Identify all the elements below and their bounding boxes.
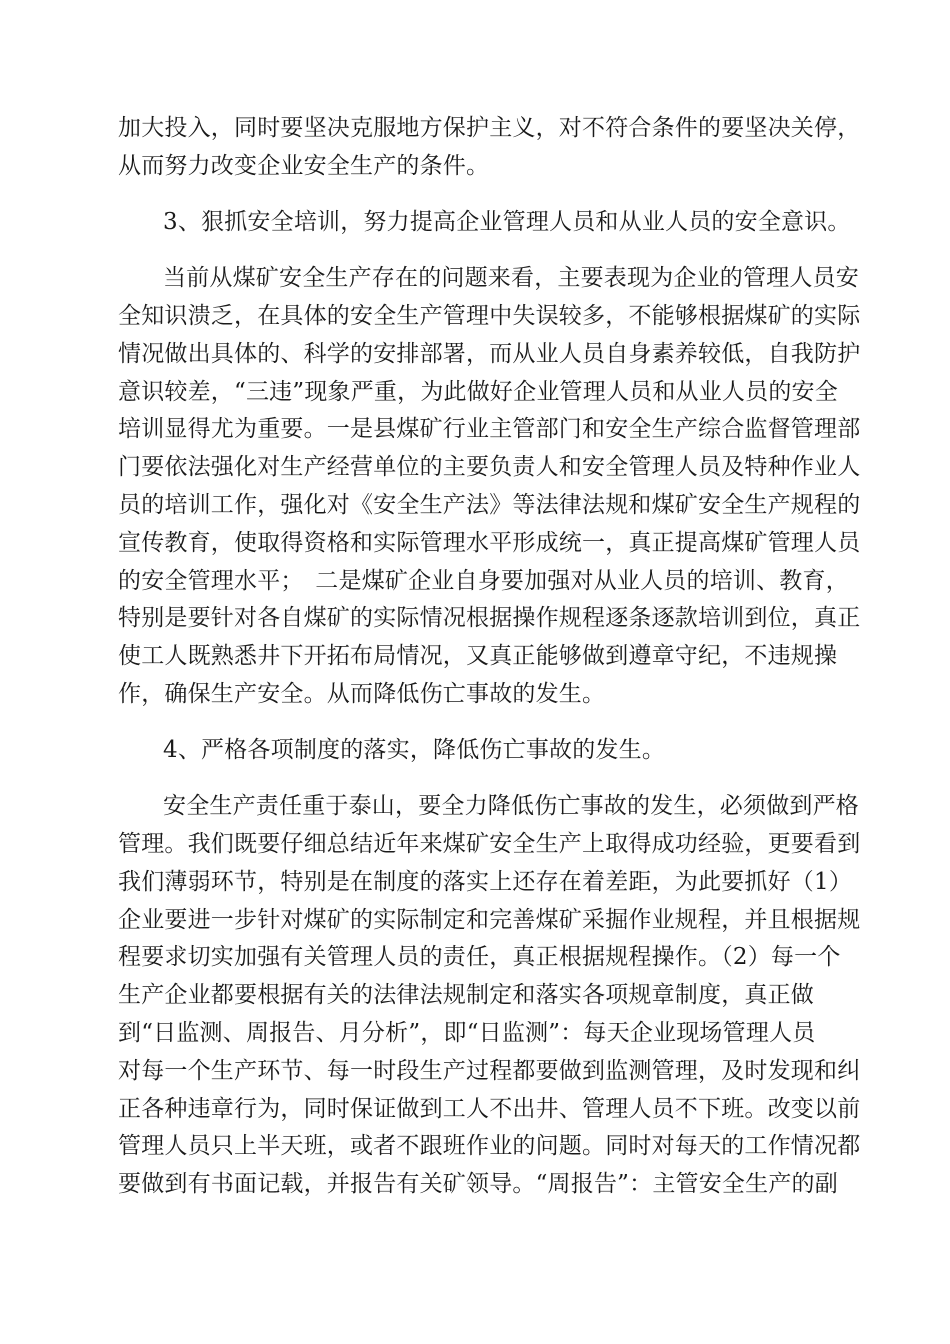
text-line: 管理。我们既要仔细总结近年来煤矿安全生产上取得成功经验，更要看到 bbox=[118, 831, 861, 857]
text-line: 要做到有书面记载，并报告有关矿领导。“周报告”：主管安全生产的副 bbox=[118, 1171, 838, 1197]
section-heading: 3、狠抓安全培训，努力提高企业管理人员和从业人员的安全意识。 bbox=[163, 209, 851, 235]
text-line: 程要求切实加强有关管理人员的责任，真正根据规程操作。（2）每一个 bbox=[118, 944, 841, 970]
text-line: 安全生产责任重于泰山，要全力降低伤亡事故的发生，必须做到严格 bbox=[163, 793, 859, 819]
text-line: 生产企业都要根据有关的法律法规制定和落实各项规章制度，真正做 bbox=[118, 982, 814, 1008]
text-line: 使工人既熟悉井下开拓布局情况，又真正能够做到遵章守纪，不违规操 bbox=[118, 643, 838, 669]
text-line: 加大投入，同时要坚决克服地方保护主义，对不符合条件的要坚决关停， bbox=[118, 115, 861, 141]
text-line: 员的培训工作，强化对《安全生产法》等法律法规和煤矿安全生产规程的 bbox=[118, 492, 861, 518]
text-line: 宣传教育，使取得资格和实际管理水平形成统一，真正提高煤矿管理人员 bbox=[118, 530, 861, 556]
text-line: 到“日监测、周报告、月分析”，即“日监测”：每天企业现场管理人员 bbox=[118, 1020, 816, 1046]
text-line: 全知识溃乏，在具体的安全生产管理中失误较多，不能够根据煤矿的实际 bbox=[118, 303, 861, 329]
text-line: 企业要进一步针对煤矿的实际制定和完善煤矿采掘作业规程，并且根据规 bbox=[118, 907, 861, 933]
text-line: 从而努力改变企业安全生产的条件。 bbox=[118, 153, 490, 179]
text-line: 当前从煤矿安全生产存在的问题来看，主要表现为企业的管理人员安 bbox=[163, 265, 859, 291]
text-line: 意识较差，“三违”现象严重，为此做好企业管理人员和从业人员的安全 bbox=[118, 379, 838, 405]
text-line: 我们薄弱环节，特别是在制度的落实上还存在着差距，为此要抓好（1） bbox=[118, 869, 853, 895]
text-line: 管理人员只上半天班，或者不跟班作业的问题。同时对每天的工作情况都 bbox=[118, 1133, 861, 1159]
text-line: 培训显得尤为重要。一是县煤矿行业主管部门和安全生产综合监督管理部 bbox=[118, 416, 861, 442]
text-line: 作，确保生产安全。从而降低伤亡事故的发生。 bbox=[118, 681, 606, 707]
text-line: 对每一个生产环节、每一时段生产过程都要做到监测管理，及时发现和纠 bbox=[118, 1058, 861, 1084]
text-line: 正各种违章行为，同时保证做到工人不出井、管理人员不下班。改变以前 bbox=[118, 1096, 861, 1122]
section-heading: 4、严格各项制度的落实，降低伤亡事故的发生。 bbox=[163, 737, 666, 763]
text-line: 特别是要针对各自煤矿的实际情况根据操作规程逐条逐款培训到位，真正 bbox=[118, 605, 861, 631]
text-line: 情况做出具体的、科学的安排部署，而从业人员自身素养较低，自我防护 bbox=[118, 341, 861, 367]
text-line: 的安全管理水平； 二是煤矿企业自身要加强对从业人员的培训、教育， bbox=[118, 568, 849, 594]
text-line: 门要依法强化对生产经营单位的主要负责人和安全管理人员及特种作业人 bbox=[118, 454, 861, 480]
